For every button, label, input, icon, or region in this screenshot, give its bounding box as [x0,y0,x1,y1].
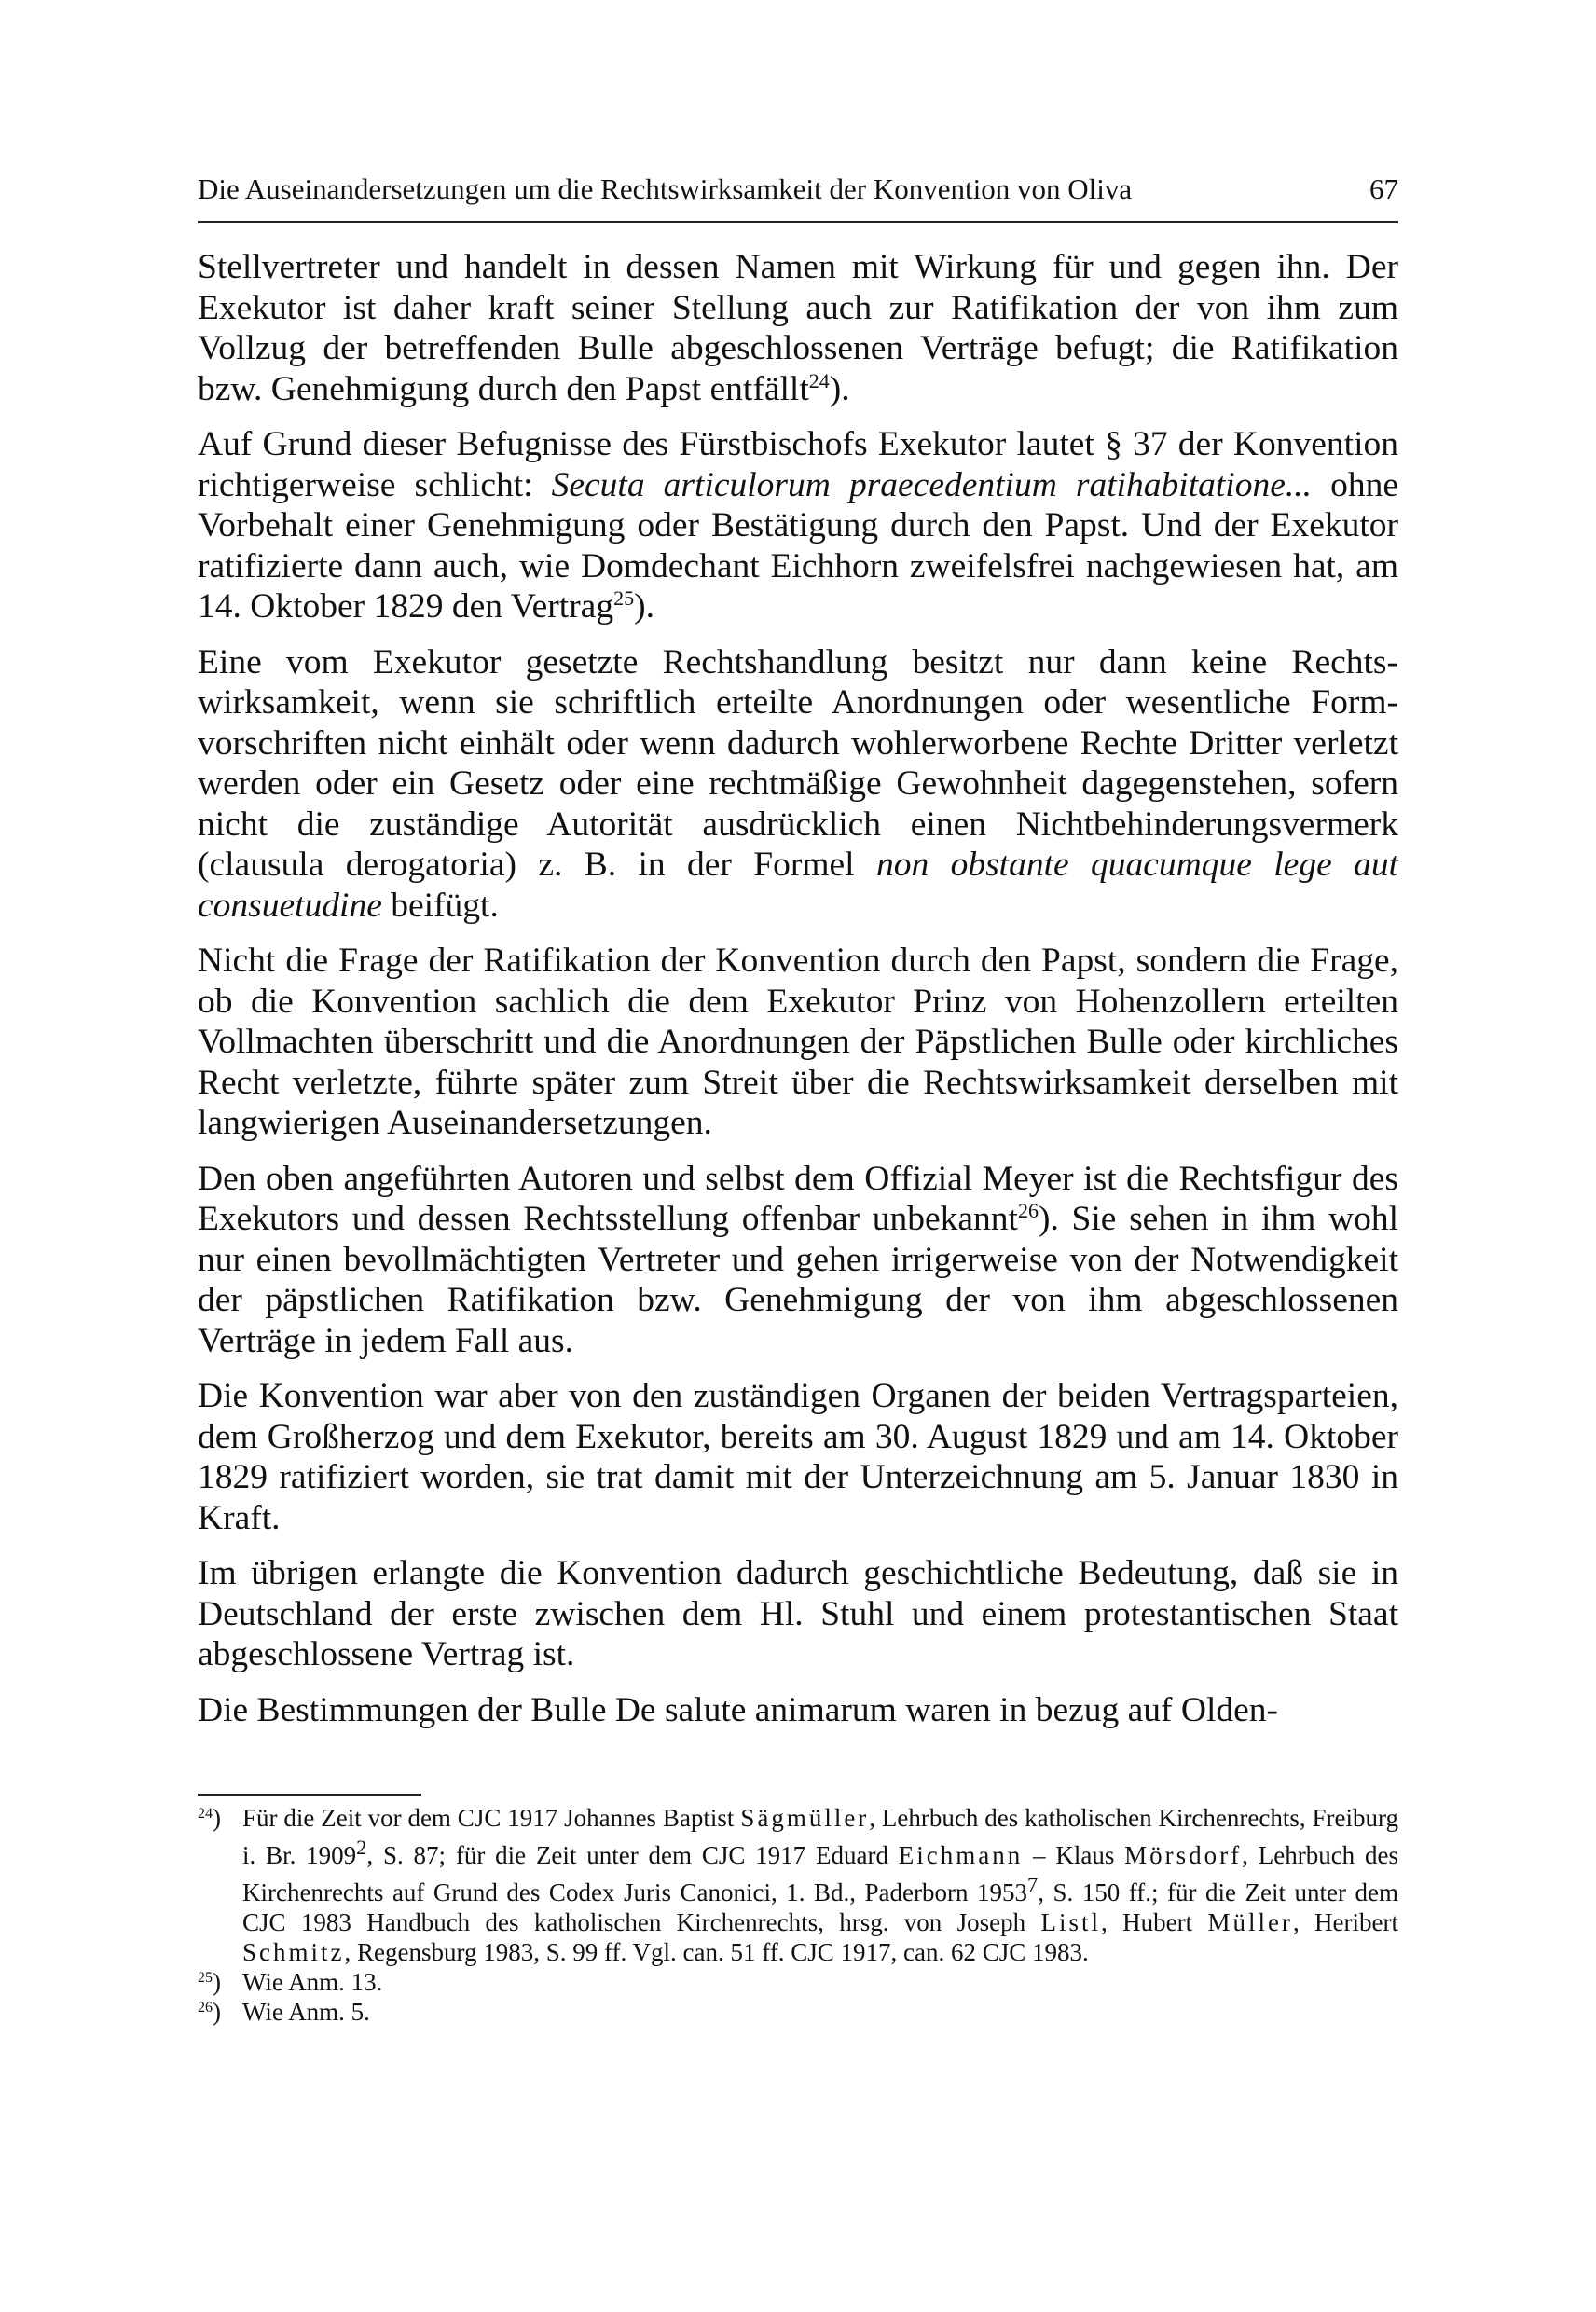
paragraph-3: Eine vom Exekutor gesetzte Rechtshandlung besitzt nur dann keine Rechtswirksamkeit, wenn sie schriftlich erteilte Anordnungen oder wesentliche Formvorschriften nicht einhält oder wenn dadurch wohlerworbene Rechte Dritter verletzt werden oder ein Gesetz oder eine rechtmäßige Gewohnheit dagegenstehen, sofern nicht die zuständige Autorität ausdrücklich einen Nichtbehinderungsvermerk (clausula derogatoria) z. B. in der Formel non obstante quacumque lege aut consuetudine beifügt. [198,642,1398,925]
footnotes [198,1803,1398,2027]
paragraph-7: Im übrigen erlangte die Konvention dadurch geschichtliche Bedeutung, daß sie in Deutschland der erste zwischen dem Hl. Stuhl und einem protestantischen Staat abgeschlossene Vertrag ist. [198,1554,1398,1673]
footnote-ref-25: 25 [613,586,635,610]
footnote-rule [198,1794,421,1796]
paragraph-1: Stellvertreter und handelt in dessen Namen mit Wirkung für und gegen ihn. Der Exekutor ist daher kraft seiner Stellung auch zur Ratifikation der von ihm zum Vollzug der betreffenden Bulle abgeschlossenen Verträge befugt; die Ratifikation bzw. Genehmigung durch den Papst entfällt$^{24}$). [198,248,1398,408]
footnote-ref-26: 26 [1017,1199,1039,1222]
paragraph-4: Nicht die Frage der Ratifikation der Konvention durch den Papst, sondern die Frage, ob die Konvention sachlich die dem Exekutor Prinz von Hohenzollern erteilten Vollmachten überschritt und die Anordnungen der Päpstlichen Bulle oder kirchliches Recht verletzte, führte später zum Streit über die Rechtswirksamkeit derselben mit langwierigen Auseinandersetzungen. [198,942,1398,1142]
page-number: 67 [1369,172,1398,205]
edition-number: 7 [1026,1873,1039,1896]
header-rule [198,221,1398,223]
footnote-marker: $^{24}$) [198,1804,221,1832]
author-name: Eichmann [898,1841,1024,1869]
paragraph-6: Die Konvention war aber von den zuständigen Organen der beiden Vertragsparteien, dem Großherzog und dem Exekutor, bereits am 30. August 1829 und am 14. Oktober 1829 ratifiziert worden, sie trat damit mit der Unterzeichnung am 5. Januar 1830 in Kraft. [198,1377,1398,1537]
footnote-marker: $^{26}$) [198,1998,221,2026]
author-name: Schmitz [242,1938,345,1966]
latin-formula: non obstante quacumque lege aut consuetudine [198,846,1398,925]
edition-number: 2 [356,1836,367,1859]
footnote-marker: $^{25}$) [198,1968,221,1996]
paragraph-5: Den oben angeführten Autoren und selbst dem Offizial Meyer ist die Rechtsfigur des Exekutors und dessen Rechtsstellung offenbar unbekannt$^{26}$). Sie sehen in ihm wohl nur einen bevollmächtigten Vertreter und gehen irrigerweise von der Notwendigkeit der päpstlichen Ratifikation bzw. Genehmigung der von ihm abgeschlossenen Verträge in jedem Fall aus. [198,1159,1398,1360]
paragraph-8: Die Bestimmungen der Bulle De salute animarum waren in bezug auf Olden- [198,1690,1279,1729]
body-text [198,247,1398,1730]
latin-quote: Secuta articulorum praecedentium ratihabitatione... [551,465,1312,504]
footnote-25: $^{25}$) Wie Anm. 13. [198,1968,383,1996]
author-name: Mörsdorf [1124,1841,1243,1869]
author-name: Listl [1040,1908,1102,1936]
footnote-26: $^{26}$) Wie Anm. 5. [198,1998,370,2026]
running-head [198,168,1398,211]
author-name: Müller [1207,1908,1293,1936]
paragraph-2: Auf Grund dieser Befugnisse des Fürstbischofs Exekutor lautet § 37 der Konvention richtigerweise schlicht: Secuta articulorum praecedentium ratihabitatione... ohne Vorbehalt einer Genehmigung oder Bestätigung durch den Papst. Und der Exekutor ratifizierte dann auch, wie Domdechant Eichhorn zweifelsfrei nachgewiesen hat, am 14. Oktober 1829 den Vertrag$^{25}$). [198,425,1398,626]
running-head-title: Die Auseinandersetzungen um die Rechtswirksamkeit der Konvention von Oliva [198,172,1133,205]
footnote-24: $^{24}$) Für die Zeit vor dem CJC 1917 Johannes Baptist Sägmüller, Lehrbuch des katholischen Kirchenrechts, Freiburg i. Br. 1909$^2$, S. 87; für die Zeit unter dem CJC 1917 Eduard Eichmann – Klaus Mörsdorf, Lehrbuch des Kirchenrechts auf Grund des Codex Juris Canonici, 1. Bd., Paderborn 1953$^7$, S. 150 ff.; für die Zeit unter dem CJC 1983 Handbuch des katholischen Kirchenrechts, hrsg. von Joseph Listl, Hubert Müller, Heribert Schmitz, Regensburg 1983, S. 99 ff. Vgl. can. 51 ff. CJC 1917, can. 62 CJC 1983. [198,1804,1398,1966]
footnote-ref-24: 24 [808,368,830,392]
author-name: Sägmüller [740,1804,870,1832]
